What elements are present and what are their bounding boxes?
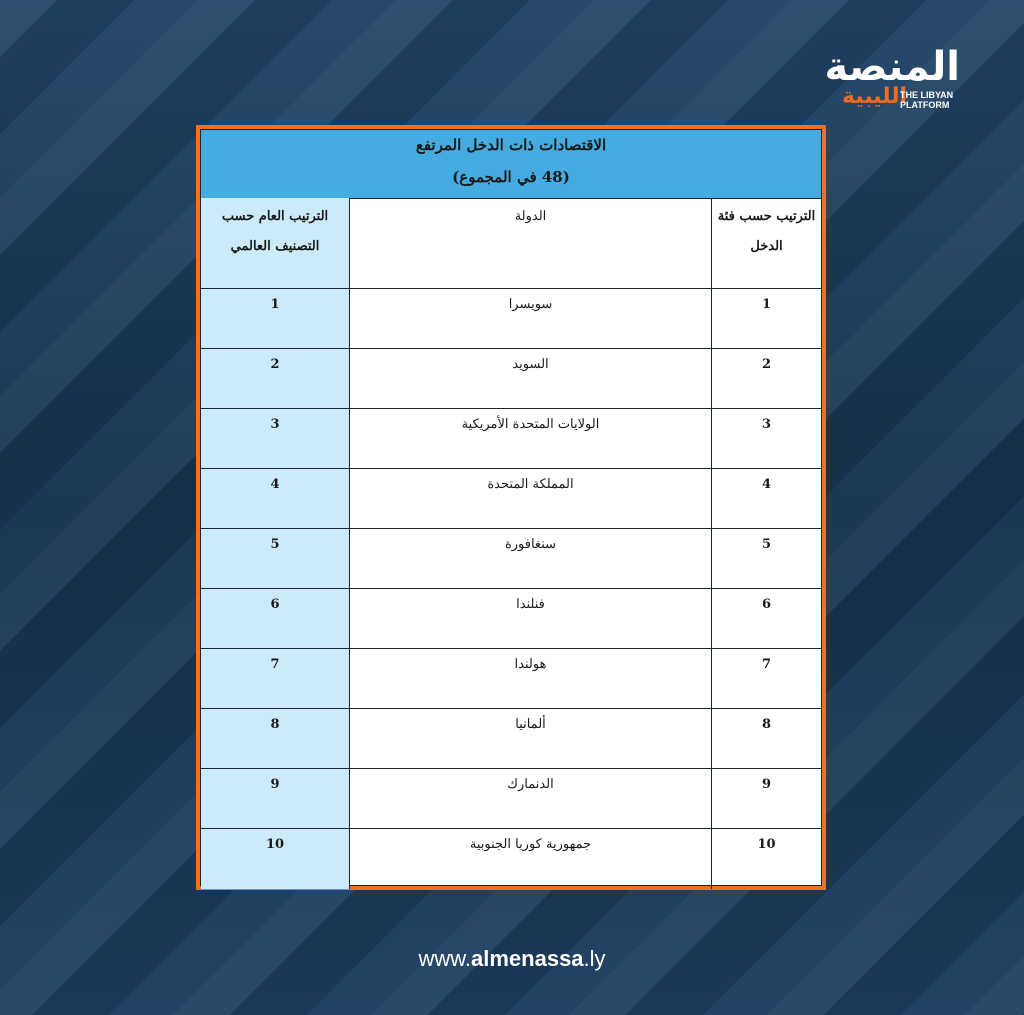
cell-global-rank: 7 — [201, 649, 349, 708]
cell-rank-by-income: 5 — [711, 529, 821, 588]
cell-rank-by-income: 7 — [711, 649, 821, 708]
cell-country: هولندا — [349, 649, 711, 708]
table-subtitle: (48 في المجموع) — [452, 168, 570, 186]
cell-country: المملكة المتحدة — [349, 469, 711, 528]
table-row — [201, 469, 821, 529]
cell-rank-by-income: 9 — [711, 769, 821, 828]
table-header-row — [201, 198, 821, 289]
cell-country: سويسرا — [349, 289, 711, 348]
table-row — [201, 769, 821, 829]
url-prefix: www. — [418, 946, 472, 971]
cell-rank-by-income: 2 — [711, 349, 821, 408]
header-rank-by-income: الترتيب حسب فئة الدخل — [711, 198, 821, 288]
cell-global-rank: 3 — [201, 409, 349, 468]
logo-english-line2: PLATFORM — [900, 100, 950, 110]
table-title: الاقتصادات ذات الدخل المرتفع — [415, 136, 607, 154]
logo-english-line1: THE LIBYAN — [900, 90, 954, 100]
cell-country: السويد — [349, 349, 711, 408]
cell-rank-by-income: 10 — [711, 829, 821, 889]
brand-logo — [808, 44, 968, 122]
cell-country: سنغافورة — [349, 529, 711, 588]
cell-country: جمهورية كوريا الجنوبية — [349, 829, 711, 889]
table-grid — [201, 198, 821, 885]
url-suffix: .ly — [583, 946, 606, 971]
table-title-row — [201, 130, 821, 199]
cell-rank-by-income: 4 — [711, 469, 821, 528]
cell-country: الولايات المتحدة الأمريكية — [349, 409, 711, 468]
cell-rank-by-income: 3 — [711, 409, 821, 468]
website-url[interactable] — [0, 946, 1024, 972]
cell-country: الدنمارك — [349, 769, 711, 828]
cell-global-rank: 1 — [201, 289, 349, 348]
header-global-rank: الترتيب العام حسب التصنيف العالمي — [201, 198, 349, 288]
cell-global-rank: 10 — [201, 829, 349, 889]
table-row — [201, 529, 821, 589]
cell-rank-by-income: 8 — [711, 709, 821, 768]
table-row — [201, 709, 821, 769]
logo-english — [900, 90, 953, 110]
cell-global-rank: 4 — [201, 469, 349, 528]
table-row — [201, 409, 821, 469]
cell-global-rank: 6 — [201, 589, 349, 648]
cell-country: فنلندا — [349, 589, 711, 648]
cell-country: ألمانيا — [349, 709, 711, 768]
ranking-table — [200, 129, 822, 886]
table-row — [201, 649, 821, 709]
cell-rank-by-income: 6 — [711, 589, 821, 648]
url-domain: almenassa — [471, 946, 584, 971]
table-row — [201, 589, 821, 649]
cell-global-rank: 8 — [201, 709, 349, 768]
table-row — [201, 349, 821, 409]
table-row — [201, 289, 821, 349]
logo-arabic-sub: الليبية — [842, 84, 908, 109]
cell-global-rank: 9 — [201, 769, 349, 828]
header-country: الدولة — [349, 198, 711, 288]
cell-rank-by-income: 1 — [711, 289, 821, 348]
table-frame — [196, 125, 826, 890]
cell-global-rank: 5 — [201, 529, 349, 588]
logo-arabic-main: المنصة — [824, 44, 960, 90]
table-row — [201, 829, 821, 889]
cell-global-rank: 2 — [201, 349, 349, 408]
